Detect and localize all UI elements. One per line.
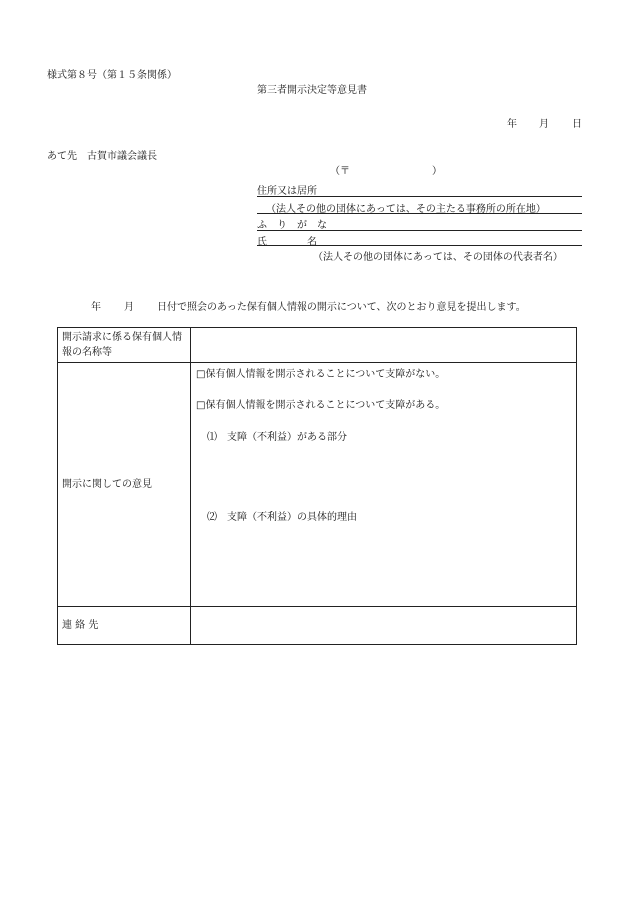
harm-reason-item: ⑵ 支障（不利益）の具体的理由 [207, 512, 357, 523]
contact-cell [191, 607, 577, 645]
page-title: 第三者開示決定等意見書 [257, 85, 367, 96]
addressee: あて先 古賀市議会議長 [47, 151, 157, 162]
option-no-harm[interactable]: □保有個人情報を開示されることについて支障がない。 [196, 369, 446, 380]
furigana-underline [257, 230, 582, 231]
name-note: （法人その他の団体にあっては、その団体の代表者名） [313, 252, 563, 263]
address-underline [257, 196, 582, 197]
furigana-label: ふ り が な [257, 220, 327, 231]
opinion-label: 開示に関しての意見 [58, 363, 191, 607]
table-row [58, 363, 577, 607]
opinion-table [57, 327, 577, 645]
table-row [58, 328, 577, 363]
postal-open: （〒 [330, 166, 350, 177]
address-note: （法人その他の団体にあっては、その主たる事務所の所在地） [266, 204, 546, 215]
table-row [58, 607, 577, 645]
form-number: 様式第８号（第１５条関係） [47, 70, 177, 81]
name-label: 氏 名 [257, 237, 317, 248]
option-harm[interactable]: □保有個人情報を開示されることについて支障がある。 [196, 400, 446, 411]
address-note-underline [257, 213, 582, 214]
date-day-label: 日 [572, 119, 582, 130]
statement-text: 日付で照会のあった保有個人情報の開示について、次のとおり意見を提出します。 [157, 302, 526, 313]
disclosure-item-label: 開示請求に係る保有個人情報の名称等 [58, 328, 191, 363]
name-underline [257, 245, 582, 246]
contact-label: 連 絡 先 [58, 607, 191, 645]
harm-part-item: ⑴ 支障（不利益）がある部分 [207, 432, 347, 443]
statement-month-label: 月 [124, 302, 134, 313]
address-label: 住所又は居所 [257, 186, 317, 197]
statement-year-label: 年 [91, 302, 101, 313]
opinion-cell [191, 363, 577, 607]
postal-close: ） [432, 166, 442, 177]
date-year-label: 年 [507, 119, 517, 130]
disclosure-item-cell [191, 328, 577, 363]
date-month-label: 月 [539, 119, 549, 130]
